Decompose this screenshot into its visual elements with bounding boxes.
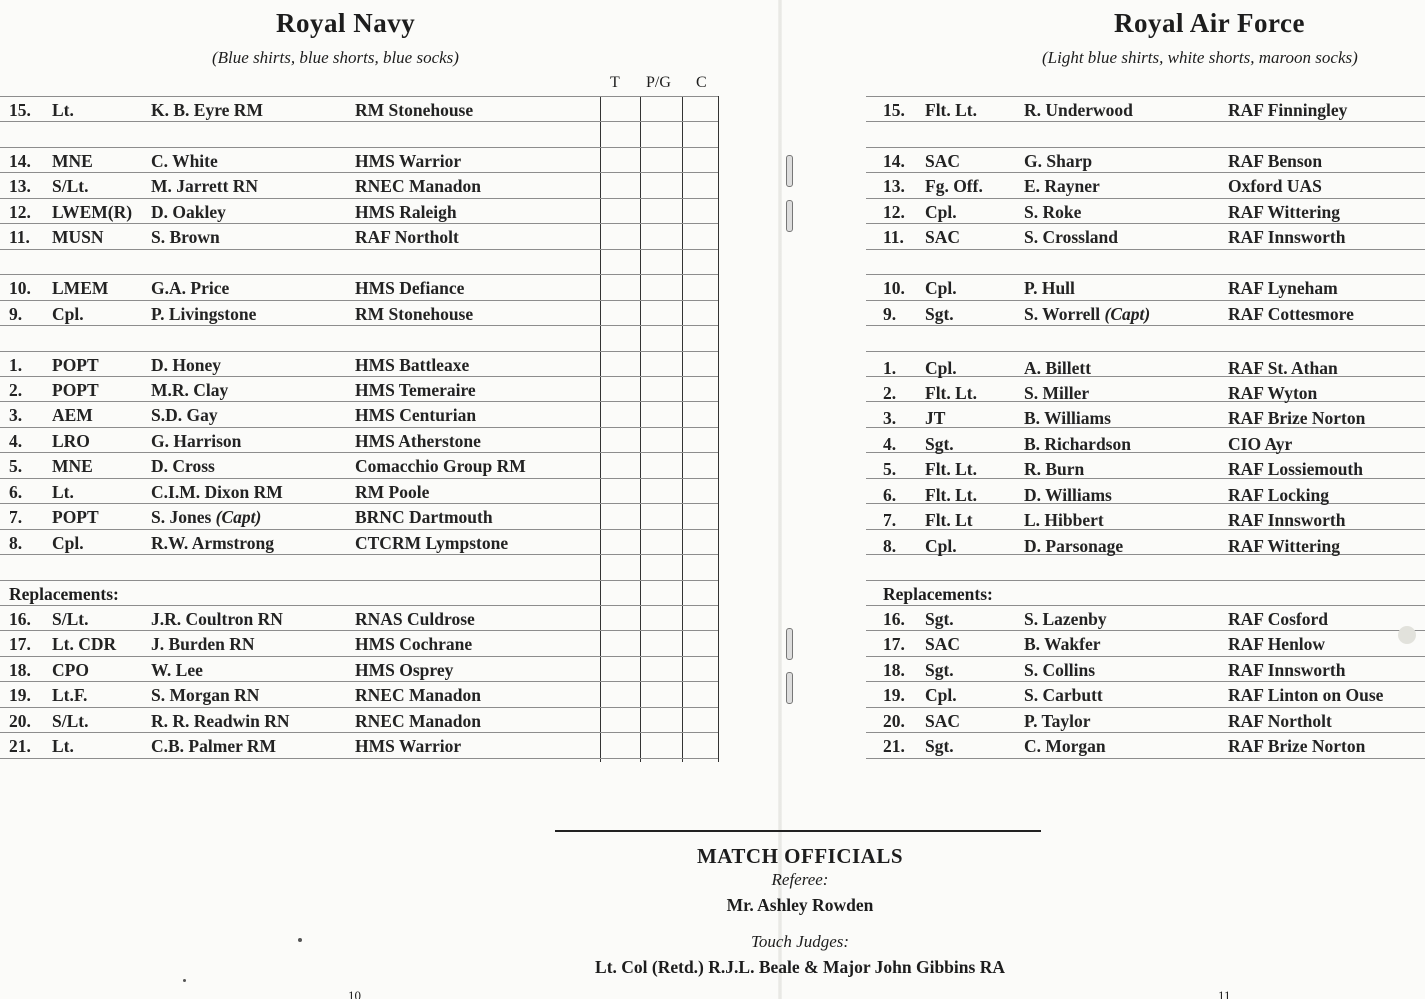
shirt-number: 3. [883,408,897,428]
shirt-number: 1. [9,355,23,375]
player-row [9,402,599,428]
player-row [9,428,599,454]
player-unit: RAF Innsworth [1228,510,1346,530]
player-unit: RAF Innsworth [1228,227,1346,247]
shirt-number: 21. [883,736,905,756]
touch-judges-label: Touch Judges: [750,932,850,951]
player-name: R. R. Readwin RN [151,711,290,731]
score-column-line [682,96,683,762]
player-name: G.A. Price [151,278,230,298]
player-unit: HMS Osprey [355,660,454,680]
paper-speck [183,979,186,982]
player-rank: MNE [52,151,93,171]
player-name: S. Brown [151,227,220,247]
player-name: E. Rayner [1024,176,1100,196]
player-unit: HMS Raleigh [355,202,457,222]
player-name: W. Lee [151,660,203,680]
player-name: L. Hibbert [1024,510,1104,530]
player-row [9,301,599,327]
player-name-group [151,504,261,530]
shirt-number: 10. [883,278,905,298]
player-unit: RAF Lyneham [1228,278,1338,298]
player-name: S. Crossland [1024,227,1119,247]
player-rank: S/Lt. [52,176,89,196]
score-column-line [718,96,719,762]
player-rank: S/Lt. [52,711,89,731]
player-rank: SAC [925,151,961,171]
player-name: R. Underwood [1024,100,1133,120]
player-name: D. Parsonage [1024,536,1124,556]
player-unit: Oxford UAS [1228,176,1322,196]
shirt-number: 13. [883,176,905,196]
touch-judges-names: Lt. Col (Retd.) R.J.L. Beale & Major John Gibbins RA [595,957,1005,977]
player-unit: BRNC Dartmouth [355,507,493,527]
player-row [883,533,1423,559]
player-name: G. Harrison [151,431,242,451]
player-rank: Flt. Lt. [925,485,978,505]
replacement-row [883,606,1423,632]
player-unit: Comacchio Group RM [355,456,526,476]
player-name: S. Miller [1024,383,1090,403]
shirt-number: 18. [883,660,905,680]
player-rank: LRO [52,431,90,451]
player-row [9,199,599,225]
player-row [883,431,1423,457]
player-name: S. Jones [151,507,212,527]
shirt-number: 8. [9,533,23,553]
column-header-conversions: C [696,74,707,91]
shirt-number: 19. [9,685,31,705]
officials-divider [555,830,1041,832]
shirt-number: 13. [9,176,31,196]
player-row [883,355,1423,381]
player-name: G. Sharp [1024,151,1093,171]
shirt-number: 1. [883,358,897,378]
player-unit: RAF Wittering [1228,202,1340,222]
player-rank: SAC [925,711,961,731]
player-unit: HMS Temeraire [355,380,476,400]
player-unit: HMS Warrior [355,736,462,756]
replacement-row [9,631,599,657]
player-rank: LWEM(R) [52,202,133,222]
shirt-number: 21. [9,736,31,756]
column-header-penalty-goals: P/G [646,74,671,91]
player-unit: RNEC Manadon [355,176,481,196]
player-name: C.B. Palmer RM [151,736,277,756]
player-rank: MUSN [52,227,104,247]
column-header-tries: T [610,74,620,91]
player-rank: Sgt. [925,304,954,324]
player-name: S. Worrell [1024,304,1101,324]
player-name: S. Roke [1024,202,1082,222]
page-number-left: 10 [348,988,361,999]
player-row [9,453,599,479]
player-rank: SAC [925,227,961,247]
player-row [883,301,1423,327]
player-unit: RNEC Manadon [355,711,481,731]
player-name: D. Cross [151,456,215,476]
referee-name: Mr. Ashley Rowden [726,895,874,915]
player-row [9,275,599,301]
player-name: C.I.M. Dixon RM [151,482,283,502]
player-row [9,352,599,378]
player-unit: RAF Henlow [1228,634,1326,654]
player-row [9,224,599,250]
player-row [9,504,599,530]
player-rank: Flt. Lt. [925,383,978,403]
player-row [883,199,1423,225]
player-row [9,173,599,199]
shirt-number: 4. [883,434,897,454]
shirt-number: 17. [9,634,31,654]
player-unit: RAF Benson [1228,151,1323,171]
player-row [9,479,599,505]
shirt-number: 7. [9,507,23,527]
replacement-row [883,657,1423,683]
replacement-row [9,606,599,632]
player-name: S.D. Gay [151,405,218,425]
player-rank: Sgt. [925,660,954,680]
replacement-row [9,733,599,759]
player-unit: CIO Ayr [1228,434,1293,454]
player-name: P. Livingstone [151,304,257,324]
shirt-number: 2. [883,383,897,403]
player-rank: SAC [925,634,961,654]
player-name: S. Lazenby [1024,609,1107,629]
shirt-number: 5. [9,456,23,476]
shirt-number: 18. [9,660,31,680]
player-name: B. Richardson [1024,434,1131,454]
player-name: S. Carbutt [1024,685,1103,705]
player-unit: HMS Atherstone [355,431,481,451]
player-row [9,377,599,403]
player-rank: POPT [52,355,99,375]
replacement-row [883,708,1423,734]
player-name: P. Taylor [1024,711,1091,731]
player-rank: Cpl. [925,536,957,556]
shirt-number: 17. [883,634,905,654]
player-unit: RAF Locking [1228,485,1329,505]
shirt-number: 9. [9,304,23,324]
shirt-number: 6. [9,482,23,502]
player-row [883,456,1423,482]
player-row [883,405,1423,431]
ruled-line [866,351,1425,352]
player-name: K. B. Eyre RM [151,100,263,120]
replacement-row [9,708,599,734]
navy-kit-colours: (Blue shirts, blue shorts, blue socks) [212,48,459,67]
player-rank: Sgt. [925,736,954,756]
player-row [9,148,599,174]
shirt-number: 9. [883,304,897,324]
page-number-right: 11 [1218,988,1231,999]
player-rank: Cpl. [925,358,957,378]
shirt-number: 3. [9,405,23,425]
player-name: R. Burn [1024,459,1085,479]
player-name: A. Billett [1024,358,1092,378]
shirt-number: 10. [9,278,31,298]
player-rank: Flt. Lt. [925,100,978,120]
navy-title: Royal Navy [276,8,416,38]
player-row [9,97,599,123]
player-unit: HMS Cochrane [355,634,473,654]
player-unit: CTCRM Lympstone [355,533,509,553]
raf-title: Royal Air Force [1114,8,1305,38]
replacements-label: Replacements: [9,584,119,604]
player-name: M.R. Clay [151,380,229,400]
player-name: M. Jarrett RN [151,176,259,196]
player-rank: Lt. [52,736,74,756]
player-rank: MNE [52,456,93,476]
player-name: S. Morgan RN [151,685,260,705]
shirt-number: 12. [883,202,905,222]
replacement-row [883,733,1423,759]
player-row [883,275,1423,301]
player-rank: JT [925,408,946,428]
replacement-row [9,657,599,683]
player-unit: RAF Brize Norton [1228,408,1366,428]
player-unit: RAF Northolt [355,227,459,247]
player-row [883,507,1423,533]
score-column-line [640,96,641,762]
shirt-number: 16. [9,609,31,629]
player-unit: RAF Wyton [1228,383,1318,403]
player-unit: RAF Lossiemouth [1228,459,1363,479]
player-unit: RAF Wittering [1228,536,1340,556]
player-name: B. Williams [1024,408,1111,428]
player-name: D. Oakley [151,202,226,222]
player-unit: RM Poole [355,482,430,502]
player-rank: Lt.F. [52,685,88,705]
player-rank: Cpl. [925,685,957,705]
player-row [883,97,1423,123]
player-rank: Flt. Lt. [925,459,978,479]
shirt-number: 14. [9,151,31,171]
shirt-number: 11. [883,227,904,247]
score-column-line [600,96,601,762]
player-name: J.R. Coultron RN [151,609,283,629]
player-unit: RAF Innsworth [1228,660,1346,680]
shirt-number: 5. [883,459,897,479]
player-rank: LMEM [52,278,109,298]
shirt-number: 6. [883,485,897,505]
player-rank: Fg. Off. [925,176,983,196]
player-row [883,482,1423,508]
shirt-number: 16. [883,609,905,629]
captain-marker: (Capt) [215,507,262,527]
player-row [883,224,1423,250]
player-row [9,530,599,556]
shirt-number: 12. [9,202,31,222]
shirt-number: 19. [883,685,905,705]
player-rank: POPT [52,380,99,400]
player-row [883,380,1423,406]
player-unit: HMS Centurian [355,405,477,425]
player-rank: Cpl. [925,202,957,222]
shirt-number: 7. [883,510,897,530]
paper-speck [298,938,302,942]
player-name: B. Wakfer [1024,634,1101,654]
player-name-group [1024,301,1150,327]
shirt-number: 20. [9,711,31,731]
player-name: D. Honey [151,355,221,375]
player-unit: RAF Cottesmore [1228,304,1354,324]
player-row [883,173,1423,199]
referee-label: Referee: [771,870,829,889]
player-unit: HMS Defiance [355,278,465,298]
paper-stain [1398,626,1416,644]
player-rank: AEM [52,405,93,425]
player-rank: Sgt. [925,609,954,629]
player-name: S. Collins [1024,660,1095,680]
shirt-number: 15. [9,100,31,120]
raf-kit-colours: (Light blue shirts, white shorts, maroon socks) [1042,48,1358,67]
player-rank: S/Lt. [52,609,89,629]
shirt-number: 11. [9,227,30,247]
player-unit: RAF Northolt [1228,711,1332,731]
player-rank: POPT [52,507,99,527]
player-unit: RAF Brize Norton [1228,736,1366,756]
shirt-number: 2. [9,380,23,400]
player-rank: Cpl. [52,533,84,553]
player-name: C. White [151,151,218,171]
player-unit: RAF Finningley [1228,100,1348,120]
player-rank: CPO [52,660,89,680]
player-name: C. Morgan [1024,736,1106,756]
player-name: P. Hull [1024,278,1075,298]
player-rank: Cpl. [925,278,957,298]
player-name: J. Burden RN [151,634,255,654]
shirt-number: 14. [883,151,905,171]
player-unit: HMS Warrior [355,151,462,171]
player-rank: Flt. Lt [925,510,973,530]
player-unit: RNEC Manadon [355,685,481,705]
player-rank: Sgt. [925,434,954,454]
player-unit: HMS Battleaxe [355,355,470,375]
player-unit: RAF Cosford [1228,609,1328,629]
player-rank: Lt. [52,100,74,120]
replacement-row [883,631,1423,657]
replacements-label: Replacements: [883,584,993,604]
player-unit: RM Stonehouse [355,100,474,120]
shirt-number: 15. [883,100,905,120]
shirt-number: 20. [883,711,905,731]
replacement-row [9,682,599,708]
shirt-number: 4. [9,431,23,451]
shirt-number: 8. [883,536,897,556]
player-row [883,148,1423,174]
player-name: D. Williams [1024,485,1112,505]
officials-title: MATCH OFFICIALS [696,844,904,868]
captain-marker: (Capt) [1104,304,1151,324]
player-unit: RAF St. Athan [1228,358,1338,378]
player-rank: Lt. [52,482,74,502]
player-rank: Cpl. [52,304,84,324]
replacement-row [883,682,1423,708]
player-unit: RM Stonehouse [355,304,474,324]
player-name: R.W. Armstrong [151,533,274,553]
player-rank: Lt. CDR [52,634,117,654]
player-unit: RNAS Culdrose [355,609,475,629]
player-unit: RAF Linton on Ouse [1228,685,1384,705]
